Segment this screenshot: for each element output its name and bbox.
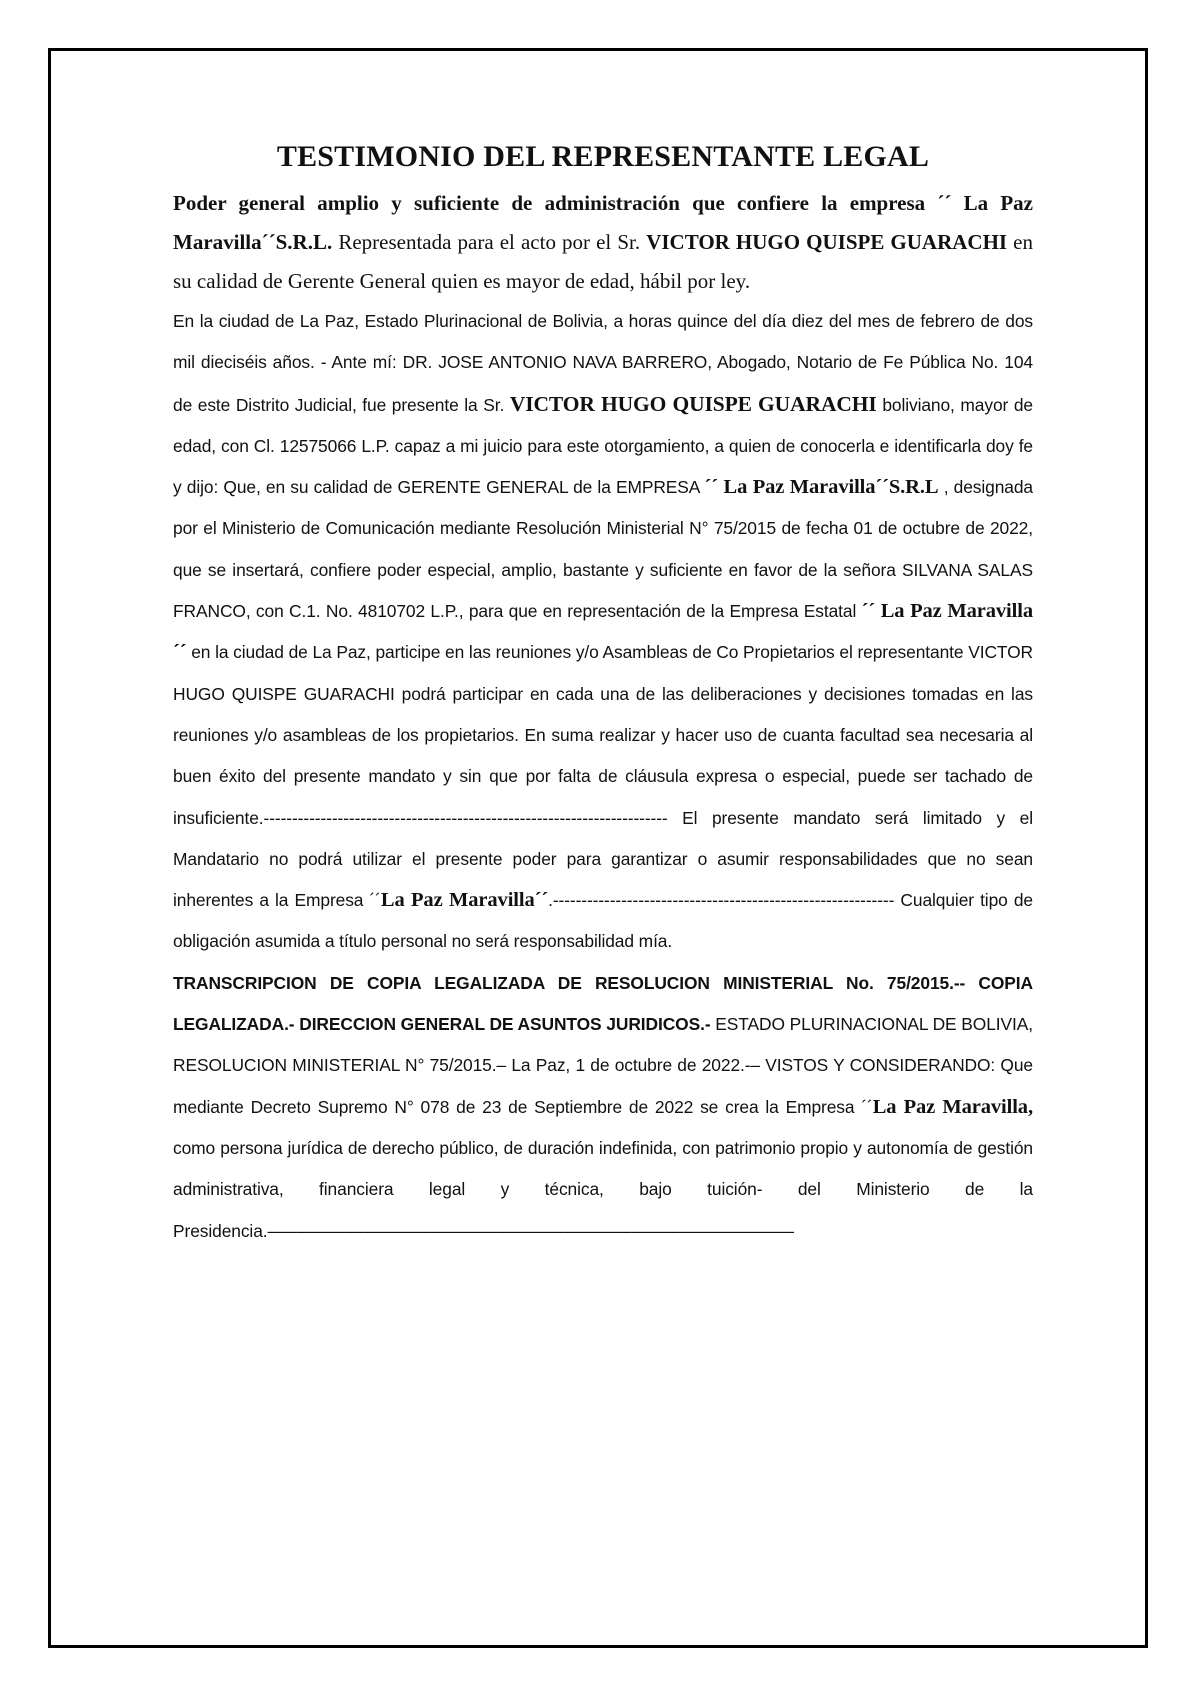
company-name-4: La Paz Maravilla, [872,1095,1033,1118]
notary-text-3: , designada por el Ministerio de Comunicación mediante Resolución Ministerial N° 75/2015 de fecha 01 de octubre de 2022, que se insertará, confiere poder especial, amplio, bastante y suficiente en favor de la señora SILVANA SALAS FRANCO, con C.1. No. 4810702 L.P., para que en representación de la Empresa Estatal [173,477,1033,622]
company-name-3: La Paz Maravilla´´ [380,889,549,912]
notary-text-2: boliviano, mayor de edad, con Cl. 12575066 L.P. capaz a mi juicio para este otorgamiento, a quien de conocerla e identificarla doy fe y dijo: Que, en su calidad de GERENTE GENERAL de la EMPRESA [173,394,1033,498]
representative-name-2: VICTOR HUGO QUISPE GUARACHI [509,391,877,416]
document-content [173,140,1033,1252]
notary-text-4: en la ciudad de La Paz, participe en las reuniones y/o Asambleas de Co Propietarios el representante VICTOR HUGO QUISPE GUARACHI podrá participar en cada una de las deliberaciones y decisiones tomadas en las reuniones y/o asambleas de los propietarios. En suma realizar y hacer uso de cuanta facultad sea necesaria al buen éxito del presente mandato y sin que por falta de cláusula expresa o especial, puede ser tachado de insuficiente.----------------------------------------------------------------------- El presente mandato será limitado y el Mandatario no podrá utilizar el presente poder para garantizar o asumir responsabilidades que no sean inherentes a la Empresa ´´ [173,642,1033,911]
notary-text-1: En la ciudad de La Paz, Estado Plurinacional de Bolivia, a horas quince del día diez del mes de febrero de dos mil dieciséis años. - Ante mí: DR. JOSE ANTONIO NAVA BARRERO, Abogado, Notario de Fe Pública No. 104 de este Distrito Judicial, fue presente la Sr. [173,311,1033,415]
transcription-text-2: como persona jurídica de derecho público, de duración indefinida, con patrimonio propio y autonomía de gestión administrativa, financiera legal y técnica, bajo tuición- del Ministerio de la Presidencia.––––––––––––––––––––––––––––––––––––––––––––––––––––––– [173,1137,1033,1241]
intro-text-2: en su calidad de Gerente General quien es mayor de edad, hábil por ley. [173,230,1033,293]
document-title: TESTIMONIO DEL REPRESENTANTE LEGAL [276,140,930,173]
notary-paragraph [173,301,1033,963]
intro-paragraph [173,184,1033,301]
transcription-heading: TRANSCRIPCION DE COPIA LEGALIZADA DE RESOLUCION MINISTERIAL No. 75/2015.-- COPIA LEGALIZADA.- DIRECCION GENERAL DE ASUNTOS JURIDICOS.- [173,972,1033,1035]
company-name-2: ´´ La Paz Maravilla´´ [173,600,1033,664]
transcription-text-1: ESTADO PLURINACIONAL DE BOLIVIA, RESOLUCION MINISTERIAL N° 75/2015.– La Paz, 1 de octubre de 2022.-– VISTOS Y CONSIDERANDO: Que mediante Decreto Supremo N° 078 de 23 de Septiembre de 2022 se crea la Empresa ´´ [173,1014,1033,1117]
intro-heading: Poder general amplio y suficiente de administración que confiere la empresa ´´ La Paz Maravilla´´S.R.L. [173,191,1033,254]
intro-text-1: Representada para el acto por el Sr. [332,230,647,254]
representative-name: VICTOR HUGO QUISPE GUARACHI [646,230,1008,254]
company-name-1: ´´ La Paz Maravilla´´S.R.L [704,476,939,499]
transcription-paragraph [173,963,1033,1252]
notary-text-5: .------------------------------------------------------------ Cualquier tipo de obligación asumida a título personal no será responsabilidad mía. [173,890,1033,952]
